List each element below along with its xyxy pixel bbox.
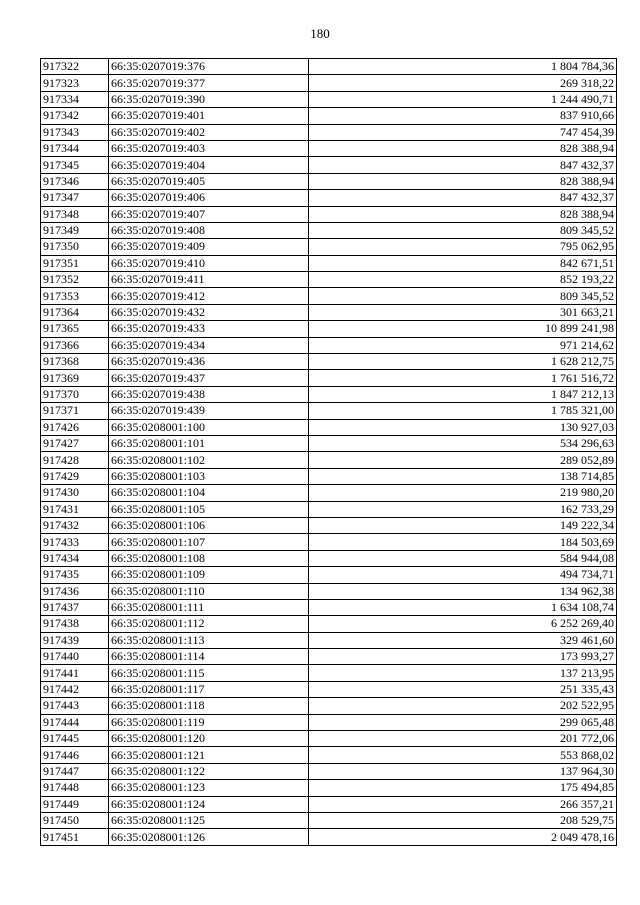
cadastral-number-cell: 66:35:0208001:119 — [109, 714, 309, 730]
cadastral-value-cell: 137 213,95 — [309, 665, 617, 681]
table-row — [41, 403, 617, 419]
table-row — [41, 255, 617, 271]
cadastral-value-cell: 809 345,52 — [309, 288, 617, 304]
row-number-cell: 917342 — [41, 108, 109, 124]
cadastral-number-cell: 66:35:0208001:117 — [109, 681, 309, 697]
cadastral-value-cell: 584 944,08 — [309, 550, 617, 566]
row-number-cell: 917440 — [41, 649, 109, 665]
row-number-cell: 917436 — [41, 583, 109, 599]
row-number-cell: 917369 — [41, 370, 109, 386]
row-number-cell: 917449 — [41, 796, 109, 812]
cadastral-value-cell: 184 503,69 — [309, 534, 617, 550]
cadastral-number-cell: 66:35:0207019:436 — [109, 354, 309, 370]
row-number-cell: 917439 — [41, 632, 109, 648]
row-number-cell: 917365 — [41, 321, 109, 337]
cadastral-value-cell: 289 052,89 — [309, 452, 617, 468]
row-number-cell: 917429 — [41, 468, 109, 484]
cadastral-value-cell: 10 899 241,98 — [309, 321, 617, 337]
cadastral-value-cell: 175 494,85 — [309, 780, 617, 796]
cadastral-value-cell: 847 432,37 — [309, 190, 617, 206]
cadastral-number-cell: 66:35:0208001:112 — [109, 616, 309, 632]
row-number-cell: 917346 — [41, 173, 109, 189]
table-row — [41, 288, 617, 304]
cadastral-value-cell: 138 714,85 — [309, 468, 617, 484]
cadastral-number-cell: 66:35:0207019:433 — [109, 321, 309, 337]
table-row — [41, 812, 617, 828]
cadastral-value-cell: 847 432,37 — [309, 157, 617, 173]
row-number-cell: 917343 — [41, 124, 109, 140]
table-body — [41, 59, 617, 846]
cadastral-number-cell: 66:35:0207019:409 — [109, 239, 309, 255]
row-number-cell: 917434 — [41, 550, 109, 566]
cadastral-number-cell: 66:35:0208001:109 — [109, 567, 309, 583]
row-number-cell: 917442 — [41, 681, 109, 697]
cadastral-value-cell: 137 964,30 — [309, 763, 617, 779]
table-row — [41, 108, 617, 124]
cadastral-number-cell: 66:35:0207019:408 — [109, 222, 309, 238]
cadastral-value-cell: 202 522,95 — [309, 698, 617, 714]
row-number-cell: 917345 — [41, 157, 109, 173]
cadastral-number-cell: 66:35:0208001:126 — [109, 829, 309, 845]
cadastral-number-cell: 66:35:0208001:107 — [109, 534, 309, 550]
table-row — [41, 616, 617, 632]
cadastral-value-cell: 251 335,43 — [309, 681, 617, 697]
table-row — [41, 206, 617, 222]
table-row — [41, 222, 617, 238]
cadastral-number-cell: 66:35:0207019:390 — [109, 91, 309, 107]
cadastral-number-cell: 66:35:0207019:439 — [109, 403, 309, 419]
table-row — [41, 485, 617, 501]
table-row — [41, 698, 617, 714]
row-number-cell: 917432 — [41, 517, 109, 533]
row-number-cell: 917350 — [41, 239, 109, 255]
cadastral-number-cell: 66:35:0208001:103 — [109, 468, 309, 484]
cadastral-value-cell: 809 345,52 — [309, 222, 617, 238]
cadastral-number-cell: 66:35:0207019:437 — [109, 370, 309, 386]
cadastral-value-cell: 795 062,95 — [309, 239, 617, 255]
row-number-cell: 917426 — [41, 419, 109, 435]
table-row — [41, 763, 617, 779]
cadastral-number-cell: 66:35:0208001:102 — [109, 452, 309, 468]
cadastral-number-cell: 66:35:0208001:120 — [109, 731, 309, 747]
cadastral-value-cell: 301 663,21 — [309, 304, 617, 320]
row-number-cell: 917322 — [41, 59, 109, 75]
row-number-cell: 917448 — [41, 780, 109, 796]
cadastral-value-cell: 747 454,39 — [309, 124, 617, 140]
cadastral-number-cell: 66:35:0207019:410 — [109, 255, 309, 271]
table-row — [41, 649, 617, 665]
cadastral-number-cell: 66:35:0208001:111 — [109, 599, 309, 615]
cadastral-value-cell: 134 962,38 — [309, 583, 617, 599]
cadastral-number-cell: 66:35:0208001:124 — [109, 796, 309, 812]
cadastral-value-cell: 971 214,62 — [309, 337, 617, 353]
row-number-cell: 917441 — [41, 665, 109, 681]
cadastral-number-cell: 66:35:0207019:411 — [109, 272, 309, 288]
table-row — [41, 517, 617, 533]
row-number-cell: 917435 — [41, 567, 109, 583]
cadastral-value-cell: 201 772,06 — [309, 731, 617, 747]
table-row — [41, 354, 617, 370]
row-number-cell: 917353 — [41, 288, 109, 304]
row-number-cell: 917447 — [41, 763, 109, 779]
row-number-cell: 917323 — [41, 75, 109, 91]
page-number: 180 — [310, 26, 330, 41]
cadastral-number-cell: 66:35:0208001:105 — [109, 501, 309, 517]
cadastral-number-cell: 66:35:0208001:100 — [109, 419, 309, 435]
cadastral-value-table — [40, 58, 617, 846]
cadastral-value-cell: 1 761 516,72 — [309, 370, 617, 386]
row-number-cell: 917334 — [41, 91, 109, 107]
table-row — [41, 190, 617, 206]
row-number-cell: 917431 — [41, 501, 109, 517]
table-row — [41, 550, 617, 566]
table-row — [41, 157, 617, 173]
cadastral-value-cell: 329 461,60 — [309, 632, 617, 648]
cadastral-number-cell: 66:35:0208001:121 — [109, 747, 309, 763]
row-number-cell: 917370 — [41, 386, 109, 402]
cadastral-value-cell: 1 804 784,36 — [309, 59, 617, 75]
row-number-cell: 917438 — [41, 616, 109, 632]
table-row — [41, 91, 617, 107]
cadastral-number-cell: 66:35:0207019:438 — [109, 386, 309, 402]
row-number-cell: 917347 — [41, 190, 109, 206]
table-row — [41, 829, 617, 845]
cadastral-value-cell: 1 785 321,00 — [309, 403, 617, 419]
row-number-cell: 917427 — [41, 435, 109, 451]
table-row — [41, 140, 617, 156]
table-row — [41, 272, 617, 288]
cadastral-number-cell: 66:35:0207019:402 — [109, 124, 309, 140]
cadastral-number-cell: 66:35:0207019:404 — [109, 157, 309, 173]
cadastral-value-cell: 266 357,21 — [309, 796, 617, 812]
table-row — [41, 173, 617, 189]
table-row — [41, 75, 617, 91]
table-row — [41, 124, 617, 140]
cadastral-number-cell: 66:35:0207019:412 — [109, 288, 309, 304]
cadastral-value-cell: 1 847 212,13 — [309, 386, 617, 402]
row-number-cell: 917451 — [41, 829, 109, 845]
cadastral-value-cell: 837 910,66 — [309, 108, 617, 124]
cadastral-number-cell: 66:35:0208001:106 — [109, 517, 309, 533]
cadastral-value-cell: 534 296,63 — [309, 435, 617, 451]
cadastral-number-cell: 66:35:0208001:108 — [109, 550, 309, 566]
table-row — [41, 599, 617, 615]
cadastral-number-cell: 66:35:0207019:403 — [109, 140, 309, 156]
cadastral-value-cell: 1 628 212,75 — [309, 354, 617, 370]
cadastral-number-cell: 66:35:0208001:122 — [109, 763, 309, 779]
cadastral-number-cell: 66:35:0208001:125 — [109, 812, 309, 828]
row-number-cell: 917443 — [41, 698, 109, 714]
table-row — [41, 501, 617, 517]
cadastral-number-cell: 66:35:0207019:434 — [109, 337, 309, 353]
cadastral-number-cell: 66:35:0207019:406 — [109, 190, 309, 206]
table-row — [41, 419, 617, 435]
cadastral-number-cell: 66:35:0208001:101 — [109, 435, 309, 451]
table-row — [41, 714, 617, 730]
cadastral-value-cell: 842 671,51 — [309, 255, 617, 271]
cadastral-value-cell: 219 980,20 — [309, 485, 617, 501]
cadastral-value-cell: 852 193,22 — [309, 272, 617, 288]
row-number-cell: 917433 — [41, 534, 109, 550]
row-number-cell: 917445 — [41, 731, 109, 747]
table-row — [41, 59, 617, 75]
cadastral-value-cell: 173 993,27 — [309, 649, 617, 665]
table-row — [41, 796, 617, 812]
row-number-cell: 917446 — [41, 747, 109, 763]
cadastral-number-cell: 66:35:0208001:123 — [109, 780, 309, 796]
table-row — [41, 321, 617, 337]
table-row — [41, 747, 617, 763]
table-row — [41, 665, 617, 681]
cadastral-value-cell: 130 927,03 — [309, 419, 617, 435]
cadastral-number-cell: 66:35:0208001:110 — [109, 583, 309, 599]
cadastral-value-cell: 6 252 269,40 — [309, 616, 617, 632]
row-number-cell: 917348 — [41, 206, 109, 222]
cadastral-number-cell: 66:35:0208001:114 — [109, 649, 309, 665]
table-row — [41, 435, 617, 451]
cadastral-number-cell: 66:35:0208001:118 — [109, 698, 309, 714]
table-row — [41, 304, 617, 320]
row-number-cell: 917366 — [41, 337, 109, 353]
cadastral-number-cell: 66:35:0207019:376 — [109, 59, 309, 75]
row-number-cell: 917368 — [41, 354, 109, 370]
cadastral-value-cell: 162 733,29 — [309, 501, 617, 517]
table-row — [41, 370, 617, 386]
table-row — [41, 632, 617, 648]
cadastral-value-cell: 269 318,22 — [309, 75, 617, 91]
cadastral-number-cell: 66:35:0208001:115 — [109, 665, 309, 681]
cadastral-value-cell: 299 065,48 — [309, 714, 617, 730]
cadastral-number-cell: 66:35:0207019:377 — [109, 75, 309, 91]
table-row — [41, 337, 617, 353]
row-number-cell: 917352 — [41, 272, 109, 288]
table-row — [41, 567, 617, 583]
cadastral-number-cell: 66:35:0207019:405 — [109, 173, 309, 189]
cadastral-value-cell: 828 388,94 — [309, 206, 617, 222]
table-row — [41, 681, 617, 697]
table-row — [41, 731, 617, 747]
cadastral-number-cell: 66:35:0207019:407 — [109, 206, 309, 222]
cadastral-value-cell: 828 388,94 — [309, 140, 617, 156]
table-row — [41, 780, 617, 796]
row-number-cell: 917344 — [41, 140, 109, 156]
table-row — [41, 468, 617, 484]
cadastral-value-cell: 1 634 108,74 — [309, 599, 617, 615]
cadastral-value-cell: 2 049 478,16 — [309, 829, 617, 845]
cadastral-value-cell: 828 388,94 — [309, 173, 617, 189]
row-number-cell: 917349 — [41, 222, 109, 238]
row-number-cell: 917444 — [41, 714, 109, 730]
row-number-cell: 917364 — [41, 304, 109, 320]
cadastral-value-cell: 553 868,02 — [309, 747, 617, 763]
cadastral-value-cell: 1 244 490,71 — [309, 91, 617, 107]
row-number-cell: 917430 — [41, 485, 109, 501]
row-number-cell: 917437 — [41, 599, 109, 615]
row-number-cell: 917371 — [41, 403, 109, 419]
table-row — [41, 452, 617, 468]
cadastral-value-cell: 208 529,75 — [309, 812, 617, 828]
table-row — [41, 386, 617, 402]
cadastral-number-cell: 66:35:0207019:432 — [109, 304, 309, 320]
cadastral-number-cell: 66:35:0208001:104 — [109, 485, 309, 501]
row-number-cell: 917450 — [41, 812, 109, 828]
cadastral-number-cell: 66:35:0208001:113 — [109, 632, 309, 648]
cadastral-value-cell: 149 222,34 — [309, 517, 617, 533]
cadastral-number-cell: 66:35:0207019:401 — [109, 108, 309, 124]
cadastral-value-cell: 494 734,71 — [309, 567, 617, 583]
table-row — [41, 239, 617, 255]
row-number-cell: 917351 — [41, 255, 109, 271]
table-row — [41, 583, 617, 599]
row-number-cell: 917428 — [41, 452, 109, 468]
table-row — [41, 534, 617, 550]
